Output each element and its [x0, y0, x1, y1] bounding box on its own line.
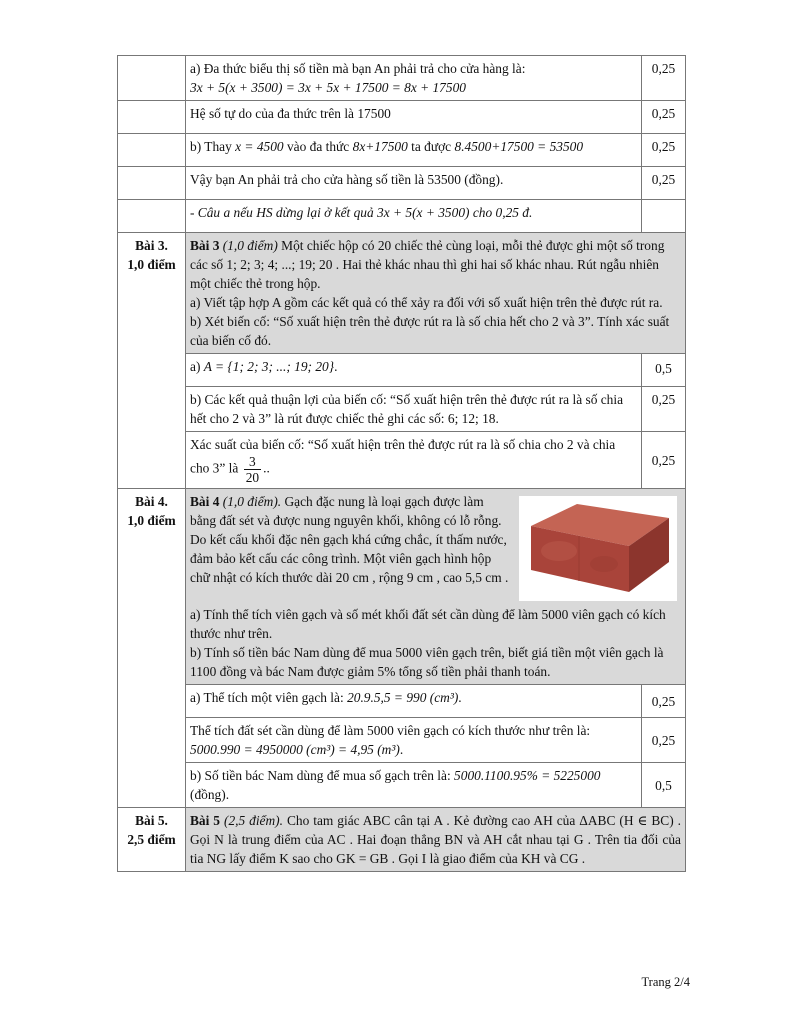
question-body: Cho tam giác ABC cân tại A . Kẻ đường cao AH của ΔABC (H ∈ BC) . Gọi N là trung điểm của AC . Hai đoạn thẳng BN và AH cắt nhau tại G . Trên tia đối của tia NG lấy điểm K sao cho GK = GB . Gọi I là giao điểm của KH và CG .	[190, 813, 681, 866]
score: 0,25	[642, 56, 686, 101]
brick-image	[519, 496, 677, 601]
label-cell	[118, 489, 186, 808]
answer-text: Vậy bạn An phải trả cho cửa hàng số tiền là 53500 (đồng).	[186, 167, 642, 200]
question-row-bai3	[118, 233, 686, 354]
answer-text: b) Thay	[190, 139, 232, 154]
formula: 8.4500+17500 = 53500	[454, 139, 584, 154]
question-title: Bài 5	[190, 813, 221, 828]
answer-row	[118, 432, 686, 489]
question-row-bai4	[118, 489, 686, 685]
answer-text: ..	[263, 460, 270, 476]
score: 0,25	[642, 167, 686, 200]
note-text: - Câu a nếu HS dừng lại ở kết quả	[190, 205, 374, 220]
answer-text: Hệ số tự do của đa thức trên là	[190, 106, 354, 121]
answer-text: ta được	[411, 139, 452, 154]
formula: 5000.1100.95% = 5225000	[454, 768, 601, 783]
fraction	[244, 454, 261, 485]
formula: 3x + 5(x + 3500) = 3x + 5x + 17500 = 8x + 17500	[190, 80, 466, 95]
answer-row	[118, 56, 686, 101]
score: 0,25	[642, 685, 686, 718]
page-number: Trang 2/4	[641, 975, 690, 989]
constant-value: 17500	[357, 106, 391, 121]
question-body: Gạch đặc nung là loại gạch được làm bằng đất sét và được nung nguyên khối, không có lỗ rỗng. Do kết cấu khối đặc nên gạch khá cứng chắc, ít thấm nước, đảm bảo kết cấu các công trình. Một viên gạch hình hộp chữ nhật có kích thước dài 20 cm , rộng 9 cm , cao 5,5 cm .	[190, 494, 509, 585]
answer-text: a) Đa thức biểu thị số tiền mà bạn An phải trả cho cửa hàng là:	[190, 61, 526, 76]
formula: 20.9.5,5 = 990 (cm³)	[347, 690, 459, 705]
score: 0,25	[642, 387, 686, 432]
question-part-b: b) Xét biến cố: “Số xuất hiện trên thẻ được rút ra là số chia hết cho 2 và 3”. Tính xác suất của biến cố đó.	[190, 314, 670, 348]
answer-text: b) Các kết quả thuận lợi của biến cố: “Số xuất hiện trên thẻ được rút ra là số chia hết cho 2 và 3” là rút được chiếc thẻ ghi các số: 6; 12; 18.	[186, 387, 642, 432]
question-points: (2,5 điểm).	[223, 813, 283, 828]
formula: 8x+17500	[352, 139, 408, 154]
label-cell	[118, 808, 186, 872]
question-points: (1,0 điểm).	[222, 494, 282, 509]
label-cell	[118, 233, 186, 489]
problem-points: 2,5 điểm	[127, 832, 176, 847]
answer-text: Xác suất của biến cố: “Số xuất hiện trên thẻ được rút ra là số chia cho 2 và chia cho 3” là	[190, 437, 616, 476]
problem-points: 1,0 điểm	[127, 257, 176, 272]
question-title: Bài 4	[190, 494, 220, 509]
question-part-b: b) Tính số tiền bác Nam dùng để mua 5000 viên gạch trên, biết giá tiền một viên gạch là 1100 đồng và bác Nam được giảm 5% tổng số tiền phải thanh toán.	[190, 645, 664, 679]
answer-text: vào đa thức	[286, 139, 350, 154]
label-cell	[118, 56, 186, 101]
fraction-numerator: 3	[244, 454, 261, 470]
answer-row	[118, 718, 686, 763]
answer-row	[118, 354, 686, 387]
problem-label: Bài 5.	[135, 813, 168, 828]
answer-text: Thể tích đất sét cần dùng để làm 5000 viên gạch có kích thước như trên là:	[190, 723, 591, 738]
note-row	[118, 200, 686, 233]
answer-row	[118, 134, 686, 167]
answer-text: .	[458, 690, 462, 705]
fraction-denominator: 20	[245, 470, 260, 485]
answer-text: b) Số tiền bác Nam dùng để mua số gạch trên là:	[190, 768, 451, 783]
answer-row	[118, 685, 686, 718]
score: 0,25	[642, 718, 686, 763]
answer-text: .	[334, 359, 338, 374]
answer-row	[118, 387, 686, 432]
score: 0,25	[642, 101, 686, 134]
problem-points: 1,0 điểm	[127, 513, 176, 528]
question-body: Một chiếc hộp có 20 chiếc thẻ cùng loại, mỗi thẻ được ghi một số trong các số 1; 2; 3; 4; ...; 19; 20 . Hai thẻ khác nhau thì ghi hai số khác nhau. Rút ngẫu nhiên một chiếc thẻ trong hộp.	[190, 238, 665, 291]
question-title: Bài 3	[190, 238, 220, 253]
question-part-a: a) Tính thể tích viên gạch và số mét khối đất sét cần dùng để làm 5000 viên gạch có kích thước như trên.	[190, 607, 666, 641]
formula: 3x + 5(x + 3500)	[377, 205, 470, 220]
formula: A = {1; 2; 3; ...; 19; 20}	[203, 359, 335, 374]
question-row-bai5	[118, 808, 686, 872]
question-text	[190, 236, 681, 293]
score: 0,5	[642, 354, 686, 387]
answer-text: a) Thể tích một viên gạch là:	[190, 690, 344, 705]
answer-row	[118, 763, 686, 808]
answer-text: a)	[190, 359, 201, 374]
answer-row	[118, 167, 686, 200]
answer-text: (đồng).	[190, 787, 230, 802]
formula: x = 4500	[235, 139, 284, 154]
formula: 5000.990 = 4950000 (cm³) = 4,95 (m³)	[190, 742, 400, 757]
score: 0,5	[642, 763, 686, 808]
problem-label: Bài 3.	[135, 238, 168, 253]
score: 0,25	[642, 134, 686, 167]
answer-row	[118, 101, 686, 134]
question-points: (1,0 điểm)	[222, 238, 278, 253]
score: 0,25	[642, 432, 686, 489]
brick-photo-icon	[519, 496, 677, 601]
question-part-a: a) Viết tập hợp A gồm các kết quả có thể xảy ra đối với số xuất hiện trên thẻ được rút ra.	[190, 295, 663, 310]
answer-text: .	[399, 742, 404, 757]
note-text: cho 0,25 đ.	[472, 205, 533, 220]
problem-label: Bài 4.	[135, 494, 168, 509]
grading-table	[117, 55, 686, 872]
